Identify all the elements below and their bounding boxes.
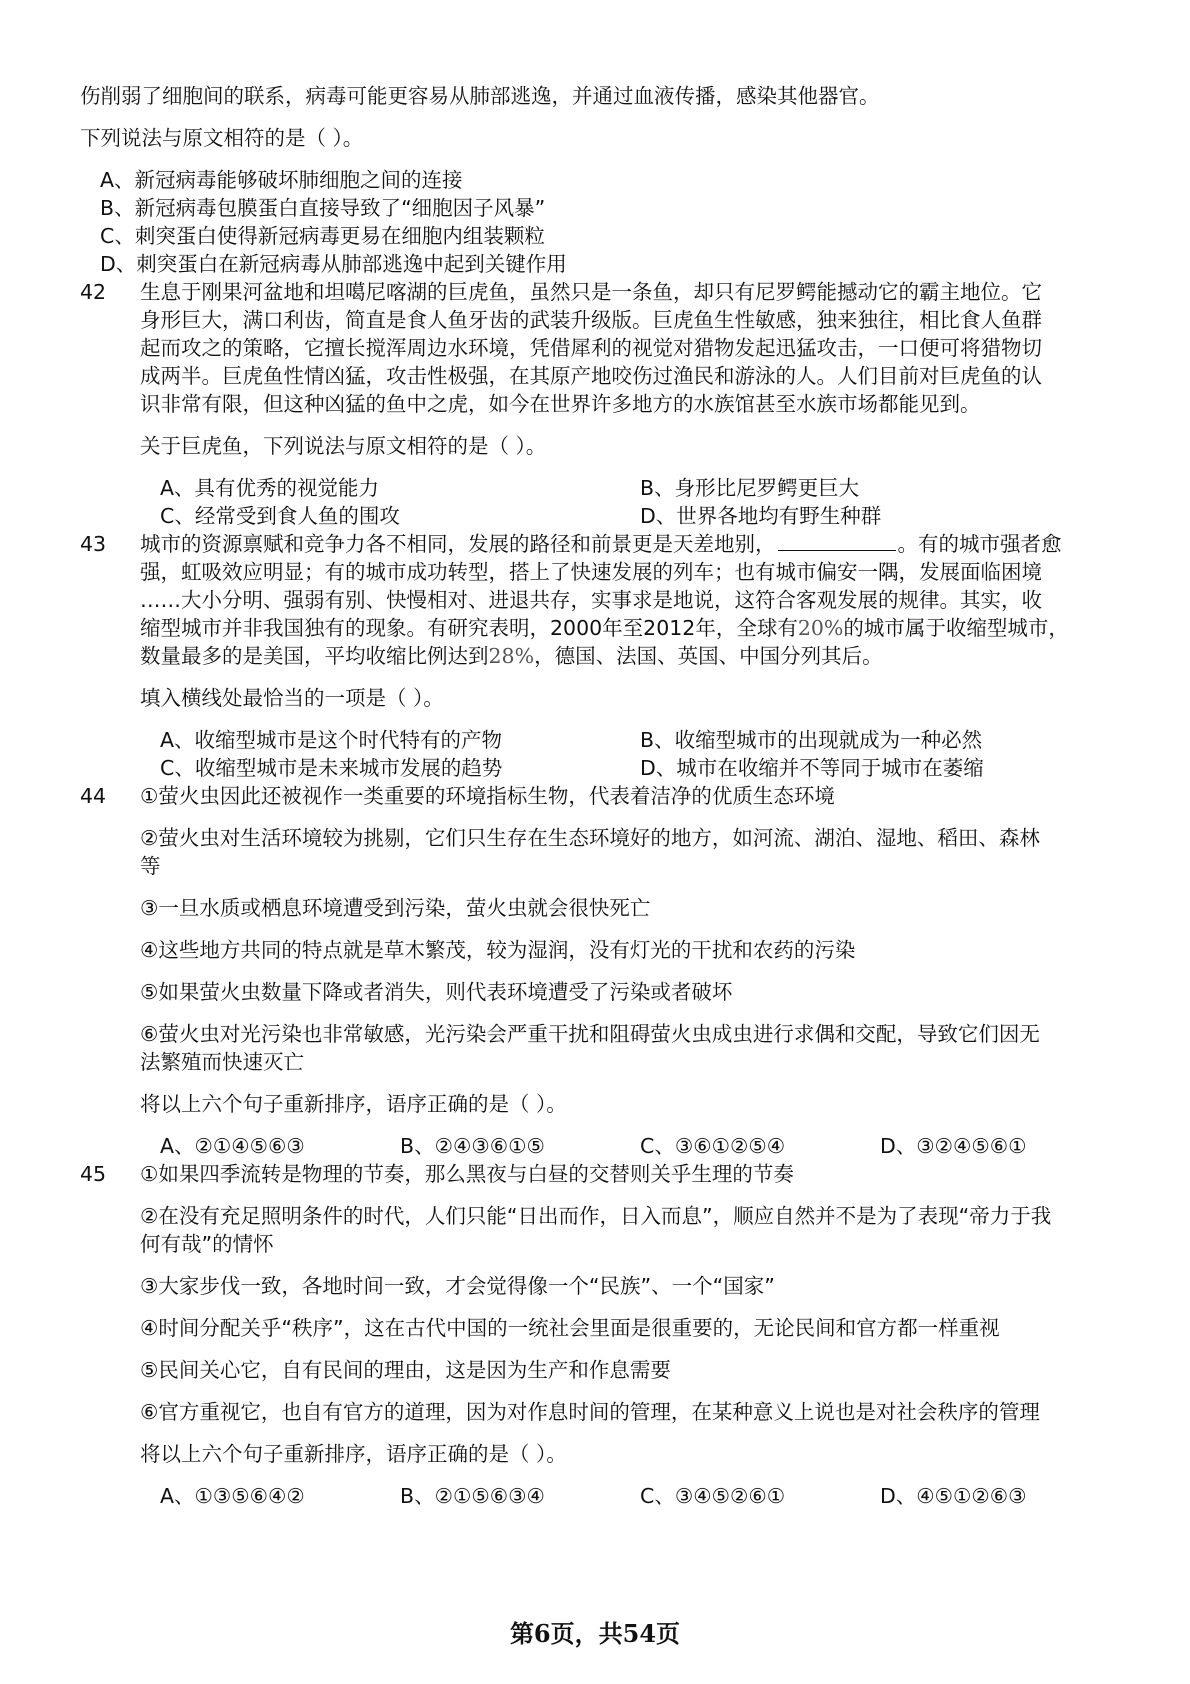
sentence-6: ⑥萤火虫对光污染也非常敏感，光污染会严重干扰和阻碍萤火虫成虫进行求偶和交配，导致它们因无 (140, 1022, 1040, 1046)
option-d[interactable]: D、刺突蛋白在新冠病毒从肺部逃逸中起到关键作用 (100, 252, 567, 276)
passage-line: 强，虹吸效应明显；有的城市成功转型，搭上了快速发展的列车；也有城市偏安一隅，发展面临困境 (140, 560, 1042, 584)
percent-value: 28% (488, 644, 535, 668)
question-number: 44 (80, 784, 107, 808)
option-a[interactable]: A、①③⑤⑥④② (160, 1484, 305, 1508)
option-b[interactable]: B、②④③⑥①⑤ (400, 1134, 545, 1158)
passage-line (140, 642, 883, 670)
sentence-4: ④时间分配关乎“秩序”，这在古代中国的一统社会里面是很重要的，无论民间和官方都一样重视 (140, 1316, 1000, 1340)
passage-text: 。有的城市强者愈 (897, 532, 1062, 556)
option-a[interactable]: A、新冠病毒能够破坏肺细胞之间的连接 (100, 168, 463, 192)
option-b[interactable]: B、身形比尼罗鳄更巨大 (640, 476, 860, 500)
percent-value: 20% (797, 616, 844, 640)
option-a[interactable]: A、②①④⑤⑥③ (160, 1134, 305, 1158)
option-b[interactable]: B、收缩型城市的出现就成为一种必然 (640, 728, 983, 752)
sentence-6: ⑥官方重视它，也自有官方的道理，因为对作息时间的管理，在某种意义上说也是对社会秩序的管理 (140, 1400, 1040, 1424)
question-prompt: 将以上六个句子重新排序，语序正确的是（ ）。 (140, 1092, 567, 1116)
question-prompt: 下列说法与原文相符的是（ ）。 (80, 126, 364, 150)
option-c[interactable]: C、③④⑤②⑥① (640, 1484, 786, 1508)
fill-in-blank (778, 532, 896, 551)
passage-line: 起而攻之的策略，它擅长搅浑周边水环境，凭借犀利的视觉对猎物发起迅猛攻击，一口便可将猎物切 (140, 336, 1042, 360)
option-c[interactable]: C、刺突蛋白使得新冠病毒更易在细胞内组装颗粒 (100, 224, 545, 248)
passage-text: 数量最多的是美国，平均收缩比例达到 (140, 644, 489, 668)
option-b[interactable]: B、新冠病毒包膜蛋白直接导致了“细胞因子风暴” (100, 196, 546, 220)
option-c[interactable]: C、收缩型城市是未来城市发展的趋势 (160, 756, 503, 780)
passage-line: 身形巨大，满口利齿，简直是食人鱼牙齿的武装升级版。巨虎鱼生性敏感，独来独往，相比食人鱼群 (140, 308, 1042, 332)
option-b[interactable]: B、②①⑤⑥③④ (400, 1484, 545, 1508)
question-prompt: 填入横线处最恰当的一项是（ ）。 (140, 686, 444, 710)
question-number: 42 (80, 280, 107, 304)
sentence-1: ①如果四季流转是物理的节奏，那么黑夜与白昼的交替则关乎生理的节奏 (140, 1162, 794, 1186)
option-a[interactable]: A、收缩型城市是这个时代特有的产物 (160, 728, 503, 752)
passage-line (140, 614, 1069, 642)
page-number: 第6页，共54页 (509, 1619, 681, 1648)
sentence-3: ③一旦水质或栖息环境遭受到污染，萤火虫就会很快死亡 (140, 896, 651, 920)
question-prompt: 将以上六个句子重新排序，语序正确的是（ ）。 (140, 1442, 567, 1466)
passage-line: ……大小分明、强弱有别、快慢相对、进退共存，实事求是地说，这符合客观发展的规律。其实，收 (140, 588, 1042, 612)
option-c[interactable]: C、③⑥①②⑤④ (640, 1134, 786, 1158)
passage-line: 识非常有限，但这种凶猛的鱼中之虎，如今在世界许多地方的水族馆甚至水族市场都能见到。 (140, 392, 981, 416)
passage-line (140, 530, 1062, 558)
option-d[interactable]: D、③②④⑤⑥① (880, 1134, 1027, 1158)
passage-text: 缩型城市并非我国独有的现象。有研究表明，2000年至2012年，全球有 (140, 616, 798, 640)
option-c[interactable]: C、经常受到食人鱼的围攻 (160, 504, 400, 528)
passage-text: 伤削弱了细胞间的联系，病毒可能更容易从肺部逃逸，并通过血液传播，感染其他器官。 (80, 84, 880, 108)
sentence-1: ①萤火虫因此还被视作一类重要的环境指标生物，代表着洁净的优质生态环境 (140, 784, 835, 808)
sentence-2-cont: 何有哉”的情怀 (140, 1232, 274, 1256)
passage-line: 成两半。巨虎鱼性情凶猛，攻击性极强，在其原产地咬伤过渔民和游泳的人。人们目前对巨虎鱼的认 (140, 364, 1042, 388)
sentence-2: ②萤火虫对生活环境较为挑剔，它们只生存在生态环境好的地方，如河流、湖泊、湿地、稻田、森林 (140, 826, 1040, 850)
sentence-6-cont: 法繁殖而快速灭亡 (140, 1050, 304, 1074)
sentence-5: ⑤如果萤火虫数量下降或者消失，则代表环境遭受了污染或者破坏 (140, 980, 733, 1004)
option-a[interactable]: A、具有优秀的视觉能力 (160, 476, 380, 500)
sentence-3: ③大家步伐一致，各地时间一致，才会觉得像一个“民族”、一个“国家” (140, 1274, 775, 1298)
question-number: 43 (80, 532, 107, 556)
sentence-2-cont: 等 (140, 854, 161, 878)
sentence-4: ④这些地方共同的特点就是草木繁茂，较为湿润，没有灯光的干扰和农药的污染 (140, 938, 856, 962)
question-number: 45 (80, 1162, 107, 1186)
option-d[interactable]: D、④⑤①②⑥③ (880, 1484, 1027, 1508)
passage-text: ，德国、法国、英国、中国分列其后。 (534, 644, 883, 668)
sentence-2: ②在没有充足照明条件的时代，人们只能“日出而作，日入而息”，顺应自然并不是为了表现“帝力于我 (140, 1204, 1052, 1228)
sentence-5: ⑤民间关心它，自有民间的理由，这是因为生产和作息需要 (140, 1358, 671, 1382)
passage-line: 生息于刚果河盆地和坦噶尼喀湖的巨虎鱼，虽然只是一条鱼，却只有尼罗鳄能撼动它的霸主地位。它 (140, 280, 1042, 304)
option-d[interactable]: D、世界各地均有野生种群 (640, 504, 882, 528)
passage-text: 的城市属于收缩型城市， (843, 616, 1069, 640)
passage-text: 城市的资源禀赋和竞争力各不相同，发展的路径和前景更是天差地别， (140, 532, 776, 556)
question-prompt: 关于巨虎鱼，下列说法与原文相符的是（ ）。 (140, 434, 547, 458)
option-d[interactable]: D、城市在收缩并不等同于城市在萎缩 (640, 756, 984, 780)
